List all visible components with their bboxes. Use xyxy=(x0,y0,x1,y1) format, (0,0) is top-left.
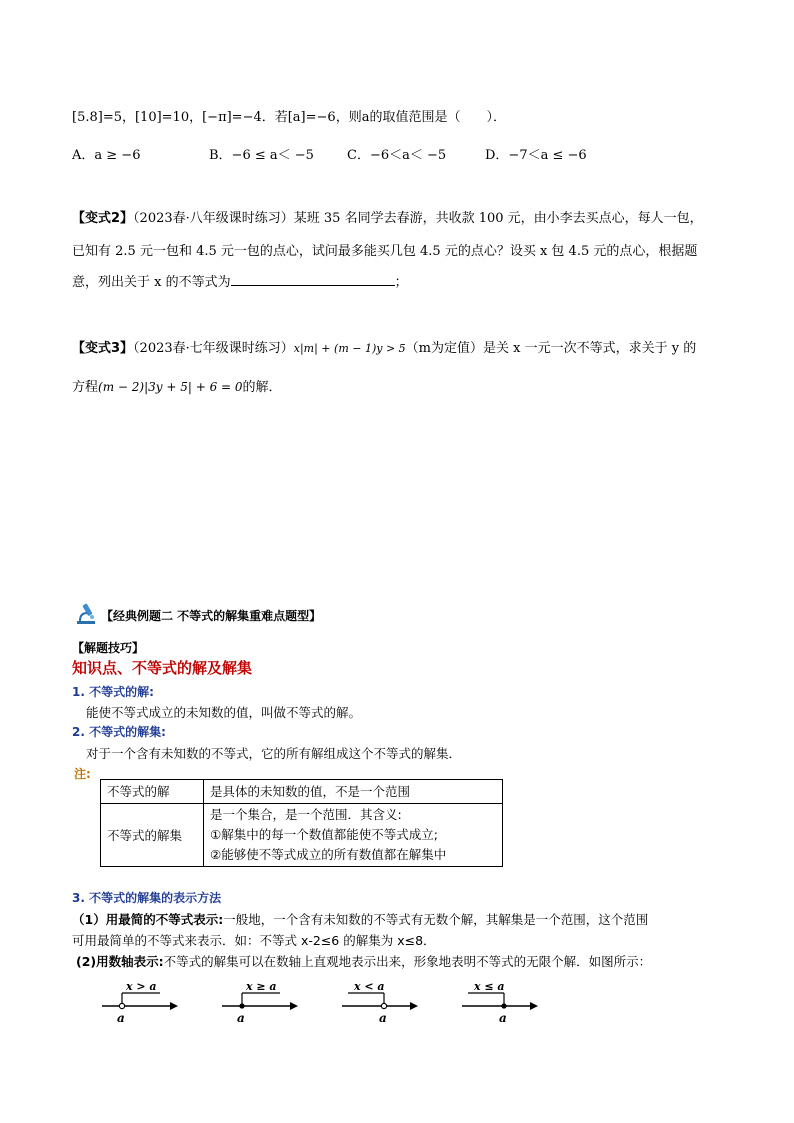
q1-option-c: C．−6＜a＜ −5 xyxy=(347,148,447,163)
number-line-label: x ≤ a xyxy=(474,980,505,993)
table-desc-line: 是一个集合，是一个范围．其含义: xyxy=(210,807,402,822)
number-line-label: x ≥ a xyxy=(246,980,277,993)
answer-blank[interactable] xyxy=(231,273,395,286)
table-row xyxy=(101,780,503,804)
q1-option-a: A．a ≥ −6 xyxy=(72,148,141,163)
variant2-semicolon: ； xyxy=(394,275,408,290)
number-line-point: a xyxy=(117,1011,125,1024)
p2-heading: 2. 不等式的解集: xyxy=(72,725,166,739)
table-cell-term: 不等式的解 xyxy=(101,780,204,804)
variant2-text3: 意，列出关于 x 的不等式为 xyxy=(72,275,231,290)
p1-heading: 1. 不等式的解: xyxy=(72,685,154,699)
table-desc-line: ①解集中的每一个数值都能使不等式成立; xyxy=(210,827,438,842)
variant2-line2: 已知有 2.5 元一包和 4.5 元一包的点心，试问最多能买几包 4.5 元的点心？设买 x 包 4.5 元的点心，根据题 xyxy=(72,244,698,259)
knowledge-heading: 知识点、不等式的解及解集 xyxy=(72,659,253,677)
q1-option-d: D．−7＜a ≤ −6 xyxy=(485,148,587,163)
microscope-icon xyxy=(74,601,100,629)
table-cell-desc: 是具体的未知数的值，不是一个范围 xyxy=(204,780,503,804)
s3-line2: 可用最简单的不等式来表示．如：不等式 x-2≤6 的解集为 x≤8． xyxy=(72,933,436,948)
number-line xyxy=(220,976,300,1024)
variant3-line2 xyxy=(72,376,282,395)
number-line xyxy=(340,976,420,1024)
s3-line1 xyxy=(72,910,648,928)
table-cell-term: 不等式的解集 xyxy=(101,804,204,867)
q1-option-b: B．−6 ≤ a＜ −5 xyxy=(209,148,314,163)
number-line-point: a xyxy=(499,1011,507,1024)
variant2-tag: 【变式2】 xyxy=(72,211,134,226)
number-line-label: x > a xyxy=(126,980,157,993)
variant3-inequality: x|m| + (m − 1)y > 5 xyxy=(293,342,406,355)
table-cell-desc xyxy=(204,804,503,867)
number-line-point: a xyxy=(237,1011,245,1024)
s3-l3-body: 不等式的解集可以在数轴上直观地表示出来，形象地表明不等式的无限个解．如图所示： xyxy=(163,954,652,969)
variant2-text1: （2023春·八年级课时练习）某班 35 名同学去春游，共收款 100 元，由小李去买点心，每人一包， xyxy=(133,211,703,226)
variant3-text2: 的解． xyxy=(242,380,282,395)
q1-stem: [5.8]=5，[10]=10，[−π]=−4．若[a]=−6，则a的取值范围是（ ）． xyxy=(72,110,506,125)
variant3-text1: （m为定值）是关 x 一元一次不等式，求关于 y 的 xyxy=(405,341,697,356)
variant3-equation-label: 方程 xyxy=(72,380,99,395)
number-line xyxy=(100,976,180,1024)
s3-l1-head: （1）用最简的不等式表示: xyxy=(72,912,224,927)
table-row xyxy=(101,804,503,867)
variant2-line3 xyxy=(72,271,408,290)
p1-body: 能使不等式成立的未知数的值，叫做不等式的解。 xyxy=(86,705,362,720)
s3-line3 xyxy=(76,952,651,970)
p2-body: 对于一个含有未知数的不等式，它的所有解组成这个不等式的解集． xyxy=(86,746,462,761)
variant3-source: （2023春·七年级课时练习） xyxy=(133,341,294,356)
s3-heading: 3. 不等式的解集的表示方法 xyxy=(72,891,222,905)
number-line-point: a xyxy=(379,1011,387,1024)
tips-heading: 【解题技巧】 xyxy=(72,641,145,655)
note-label: 注: xyxy=(74,767,91,781)
number-line xyxy=(460,976,540,1024)
section-title: 【经典例题二 不等式的解集重难点题型】 xyxy=(101,609,322,623)
definition-table xyxy=(100,779,503,867)
s3-l3-head: (2)用数轴表示: xyxy=(76,954,164,969)
variant3-line1 xyxy=(72,337,696,356)
variant2-line1 xyxy=(72,207,703,226)
table-desc-line: ②能够使不等式成立的所有数值都在解集中 xyxy=(210,847,447,862)
variant3-tag: 【变式3】 xyxy=(72,341,134,356)
s3-l1-body: 一般地，一个含有未知数的不等式有无数个解，其解集是一个范围，这个范围 xyxy=(223,912,649,927)
number-line-label: x < a xyxy=(354,980,385,993)
variant3-equation: (m − 2)|3y + 5| + 6 = 0 xyxy=(98,380,243,394)
